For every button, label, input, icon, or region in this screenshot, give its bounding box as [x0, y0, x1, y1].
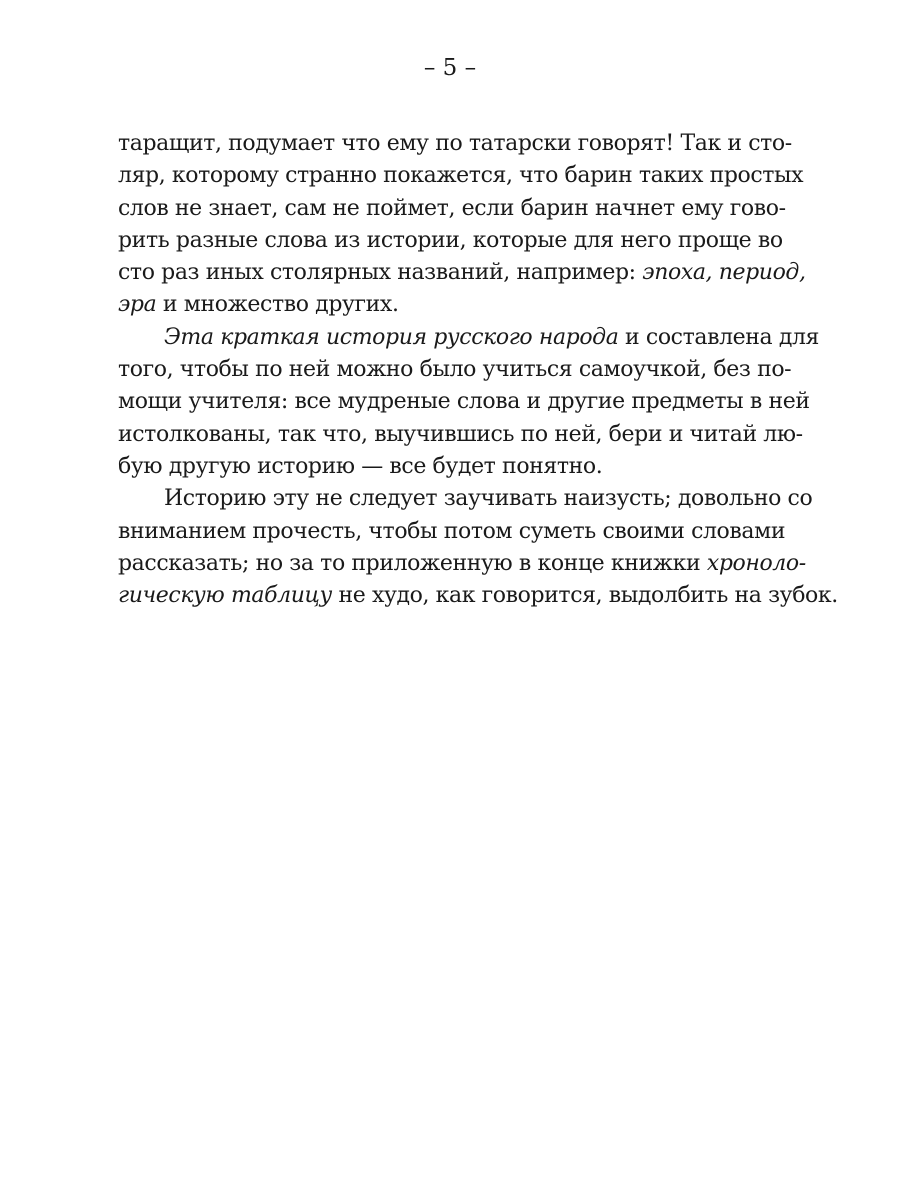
text-line [118, 225, 783, 257]
text-segment: не худо, как говорится, выдолбить на зубок. [331, 583, 838, 609]
text-segment: таращит, подумает что ему по татарски говорят! Так и сто- [118, 131, 792, 156]
text-segment: сто раз иных столярных названий, например: [118, 260, 643, 286]
text-segment: истолкованы, так что, выучившись по ней, бери и читай лю- [118, 421, 803, 447]
italic-text: гическую таблицу [118, 583, 332, 609]
text-segment: и множество других. [156, 292, 399, 318]
text-segment: рассказать; но за то приложенную в конце книжки [118, 550, 707, 576]
text-segment: бую другую историю — все будет понятно. [118, 453, 603, 479]
text-line [118, 193, 786, 225]
italic-text: Эта краткая история русского народа [164, 324, 619, 350]
page-number: – 5 – [423, 55, 477, 81]
text-line [118, 354, 792, 386]
text-segment: слов не знает, сам не поймет, если барин начнет ему гово- [118, 195, 786, 221]
text-line [118, 580, 838, 612]
text-segment: того, чтобы по ней можно было учиться самоучкой, без по- [118, 357, 792, 383]
text-segment: и составлена для [618, 324, 820, 350]
text-line [118, 483, 813, 515]
text-segment: ляр, которому странно покажется, что барин таких простых [118, 163, 804, 189]
text-line [118, 548, 806, 580]
text-line [118, 516, 786, 548]
italic-text: эра [118, 292, 157, 318]
text-line [118, 419, 803, 451]
italic-text: хроноло- [706, 550, 806, 576]
text-line [118, 386, 810, 418]
text-segment: Историю эту не следует заучивать наизусть; довольно со [164, 486, 813, 512]
text-segment: рить разные слова из истории, которые для него проще во [118, 227, 783, 253]
text-line [118, 160, 804, 192]
text-line [118, 451, 763, 483]
italic-text: эпоха, период, [642, 260, 806, 286]
text-line [118, 289, 763, 321]
text-segment: мощи учителя: все мудреные слова и другие предметы в ней [118, 389, 810, 415]
text-line [118, 128, 792, 160]
text-segment: вниманием прочесть, чтобы потом суметь своими словами [118, 518, 786, 544]
text-line [118, 322, 820, 354]
body-text [118, 128, 838, 612]
text-line [118, 257, 806, 289]
